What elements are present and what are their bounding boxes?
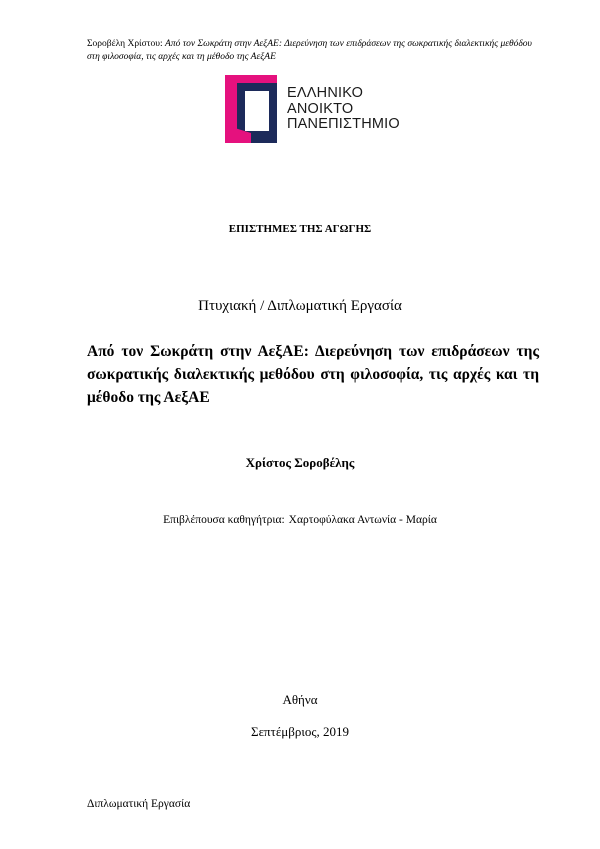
running-header-author: Σοροβέλη Χρίστου: [87,39,163,49]
city: Αθήνα [282,692,318,707]
university-logo-icon [225,75,287,143]
university-logo [225,75,405,143]
logo-white-window [245,91,269,131]
running-header-title: Από τον Σωκράτη στην ΑεξΑΕ: Διερεύνηση των επιδράσεων της σωκρατικής διαλεκτικής μεθόδου στη φιλοσοφία, τις αρχές και τη μέθοδο της ΑεξΑΕ [87,39,532,62]
supervisor-label: Επιβλέπουσα καθηγήτρια: [163,514,285,526]
logo-line-2: ΑΝΟΙΚΤΟ [287,100,354,117]
running-header [87,38,537,63]
school-name: ΕΠΙΣΤΗΜΕΣ ΤΗΣ ΑΓΩΓΗΣ [228,223,372,235]
document-type: Πτυχιακή / Διπλωματική Εργασία [198,298,402,314]
submission-date: Σεπτέμβριος, 2019 [251,724,349,739]
supervisor-name: Χαρτοφύλακα Αντωνία - Μαρία [288,514,437,526]
thesis-title: Από τον Σωκράτη στην ΑεξΑΕ: Διερεύνηση των επιδράσεων της σωκρατικής διαλεκτικής μεθόδου στη φιλοσοφία, τις αρχές και τη μέθοδο της ΑεξΑΕ [87,343,539,406]
author-name: Χρίστος Σοροβέλης [245,455,355,470]
supervisor [0,514,600,526]
logo-line-1: ΕΛΛΗΝΙΚΟ [287,85,364,101]
university-logo-text [287,86,400,133]
logo-line-3: ΠΑΝΕΠΙΣΤΗΜΙΟ [287,116,400,132]
page-footer: Διπλωματική Εργασία [87,798,191,810]
